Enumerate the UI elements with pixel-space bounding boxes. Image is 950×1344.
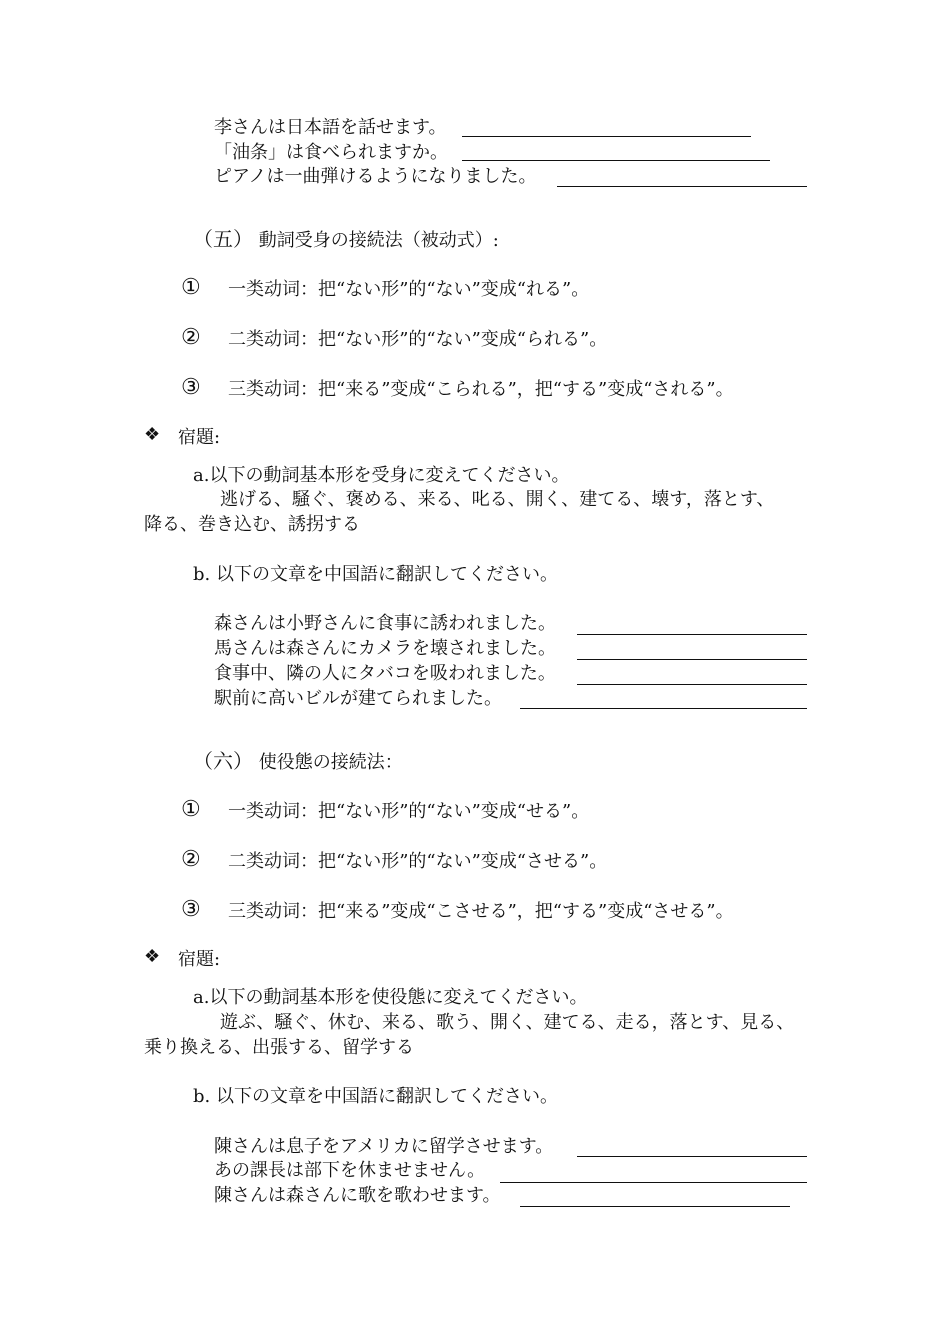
example-sentence: 李さんは日本語を話せます。 [214,117,447,138]
rule-text: 三类动词：把“来る”变成“こさせる”，把“する”变成“させる”。 [228,901,734,922]
section-number: （六） [193,749,253,773]
section-heading [193,750,403,774]
section-number: （五） [193,227,253,251]
rule-text: 一类动词：把“ない形”的“ない”变成“れる”。 [228,279,590,300]
section-heading [193,228,499,252]
rule-number: ① [181,275,201,300]
answer-blank [577,634,807,635]
diamond-bullet-icon: ❖ [144,946,161,967]
translation-sentence: 食事中、隣の人にタバコを吸われました。 [214,663,556,684]
translation-sentence: 森さんは小野さんに食事に誘われました。 [214,613,556,634]
rule-number: ③ [181,897,201,922]
translation-sentence: あの課長は部下を休ませません。 [214,1160,486,1181]
rule-text: 二类动词：把“ない形”的“ない”变成“させる”。 [228,851,608,872]
rule-text: 一类动词：把“ない形”的“ない”变成“せる”。 [228,801,590,822]
rule-number: ③ [181,375,201,400]
rule-text: 二类动词：把“ない形”的“ない”变成“られる”。 [228,329,608,350]
rule-text: 三类动词：把“来る”变成“こられる”，把“する”变成“される”。 [228,379,734,400]
exercise-a-words: 逃げる、騒ぐ、褒める、来る、叱る、開く、建てる、壊す，落とす、 [220,489,775,510]
rule-number: ① [181,797,201,822]
section-title: 動詞受身の接続法（被动式）: [258,230,499,251]
answer-blank [577,1156,807,1157]
exercise-b-instruction: b. 以下の文章を中国語に翻訳してください。 [193,1086,558,1107]
exercise-a-words: 遊ぶ、騒ぐ、休む、来る、歌う、開く、建てる、走る，落とす、見る、 [220,1012,795,1033]
answer-blank [520,708,807,709]
answer-blank [577,684,807,685]
exercise-b-instruction: b. 以下の文章を中国語に翻訳してください。 [193,564,558,585]
translation-sentence: 陳さんは森さんに歌を歌わせます。 [214,1185,501,1206]
exercise-a-words: 降る、巻き込む、誘拐する [144,514,360,535]
answer-blank [557,186,807,187]
answer-blank [500,1182,807,1183]
homework-label: 宿題: [178,949,221,970]
answer-blank [520,1206,790,1207]
homework-label: 宿題: [178,427,221,448]
exercise-a-instruction: a.以下の動詞基本形を使役態に変えてください。 [193,987,588,1008]
answer-blank [462,160,770,161]
translation-sentence: 馬さんは森さんにカメラを壊されました。 [214,638,556,659]
rule-number: ② [181,325,201,350]
example-sentence: ピアノは一曲弾けるようになりました。 [214,166,537,187]
answer-blank [577,659,807,660]
exercise-a-instruction: a.以下の動詞基本形を受身に変えてください。 [193,465,570,486]
section-title: 使役態の接続法： [258,752,403,773]
example-sentence: 「油条」は食べられますか。 [214,142,448,163]
exercise-a-words: 乗り換える、出張する、留学する [144,1037,414,1058]
rule-number: ② [181,847,201,872]
translation-sentence: 駅前に高いビルが建てられました。 [214,688,502,709]
translation-sentence: 陳さんは息子をアメリカに留学させます。 [214,1136,554,1157]
answer-blank [462,136,751,137]
diamond-bullet-icon: ❖ [144,424,161,445]
